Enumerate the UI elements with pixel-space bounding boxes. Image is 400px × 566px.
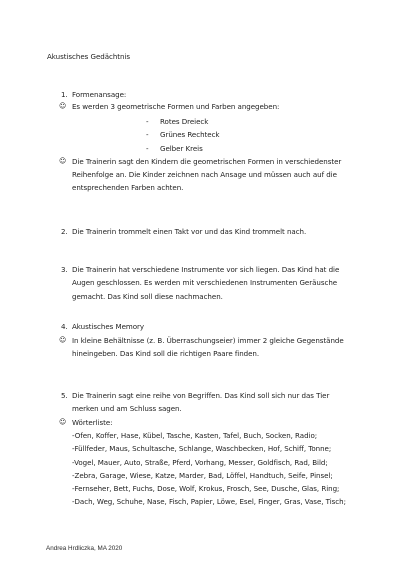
item-1-bullet-2-line: Die Trainerin sagt den Kindern die geometrischen Formen in verschiedenster [72,157,342,166]
item-4-heading: Akustisches Memory [72,322,145,331]
shape-dash: - [146,144,149,153]
item-3-line: Augen geschlossen. Es werden mit verschiedenen Instrumenten Geräusche [72,278,338,287]
word-list-line: -Ofen, Koffer, Hase, Kübel, Tasche, Kasten, Tafel, Buch, Socken, Radio; [72,431,318,440]
word-list-line: -Füllfeder, Maus, Schultasche, Schlange, Waschbecken, Hof, Schiff, Tonne; [72,444,332,453]
shape-item: Gelber Kreis [160,144,203,153]
item-5-line: Die Trainerin sagt eine reihe von Begriffen. Das Kind soll sich nur das Tier [72,391,330,400]
shape-item: Rotes Dreieck [160,117,209,126]
item-3-line: Die Trainerin hat verschiedene Instrumente vor sich liegen. Das Kind hat die [72,265,340,274]
footer-author: Andrea Hrdliczka, MA 2020 [46,545,123,552]
item-3-number: 3. [61,265,68,274]
item-1-bullet-2-line: Reihenfolge an. Die Kinder zeichnen nach Ansage und müssen auch auf die [72,170,337,179]
word-list-line: -Vogel, Mauer, Auto, Straße, Pferd, Vorhang, Messer, Goldfisch, Rad, Bild; [72,458,328,467]
smiley-bullet-icon: ☺ [59,157,67,165]
item-3-line: gemacht. Das Kind soll diese nachmachen. [72,292,223,301]
document-title: Akustisches Gedächtnis [47,52,131,61]
item-5-line: merken und am Schluss sagen. [72,404,182,413]
shape-item: Grünes Rechteck [160,130,220,139]
word-list-line: -Zebra, Garage, Wiese, Katze, Marder, Bad, Löffel, Handtuch, Seife, Pinsel; [72,471,333,480]
item-4-bullet-line: hineingeben. Das Kind soll die richtigen Paare finden. [72,349,260,358]
item-1-heading: Formenansage: [72,90,127,99]
item-2-line: Die Trainerin trommelt einen Takt vor und das Kind trommelt nach. [72,227,307,236]
item-4-bullet-line: In kleine Behältnisse (z. B. Überraschungseier) immer 2 gleiche Gegenstände [72,336,344,345]
shape-dash: - [146,117,149,126]
item-1-bullet-2-line: entsprechenden Farben achten. [72,183,184,192]
smiley-bullet-icon: ☺ [59,102,67,110]
word-list-line: -Dach, Weg, Schuhe, Nase, Fisch, Papier, Löwe, Esel, Finger, Gras, Vase, Tisch; [72,497,346,506]
word-list-heading: Wörterliste: [72,418,113,427]
item-2-number: 2. [61,227,68,236]
item-4-number: 4. [61,322,68,331]
item-1-number: 1. [61,90,68,99]
item-5-number: 5. [61,391,68,400]
shape-dash: - [146,130,149,139]
smiley-bullet-icon: ☺ [59,418,67,426]
item-1-bullet-1: Es werden 3 geometrische Formen und Farben angegeben: [72,102,280,111]
smiley-bullet-icon: ☺ [59,336,67,344]
word-list-line: -Fernseher, Bett, Fuchs, Dose, Wolf, Krokus, Frosch, See, Dusche, Glas, Ring; [72,484,340,493]
